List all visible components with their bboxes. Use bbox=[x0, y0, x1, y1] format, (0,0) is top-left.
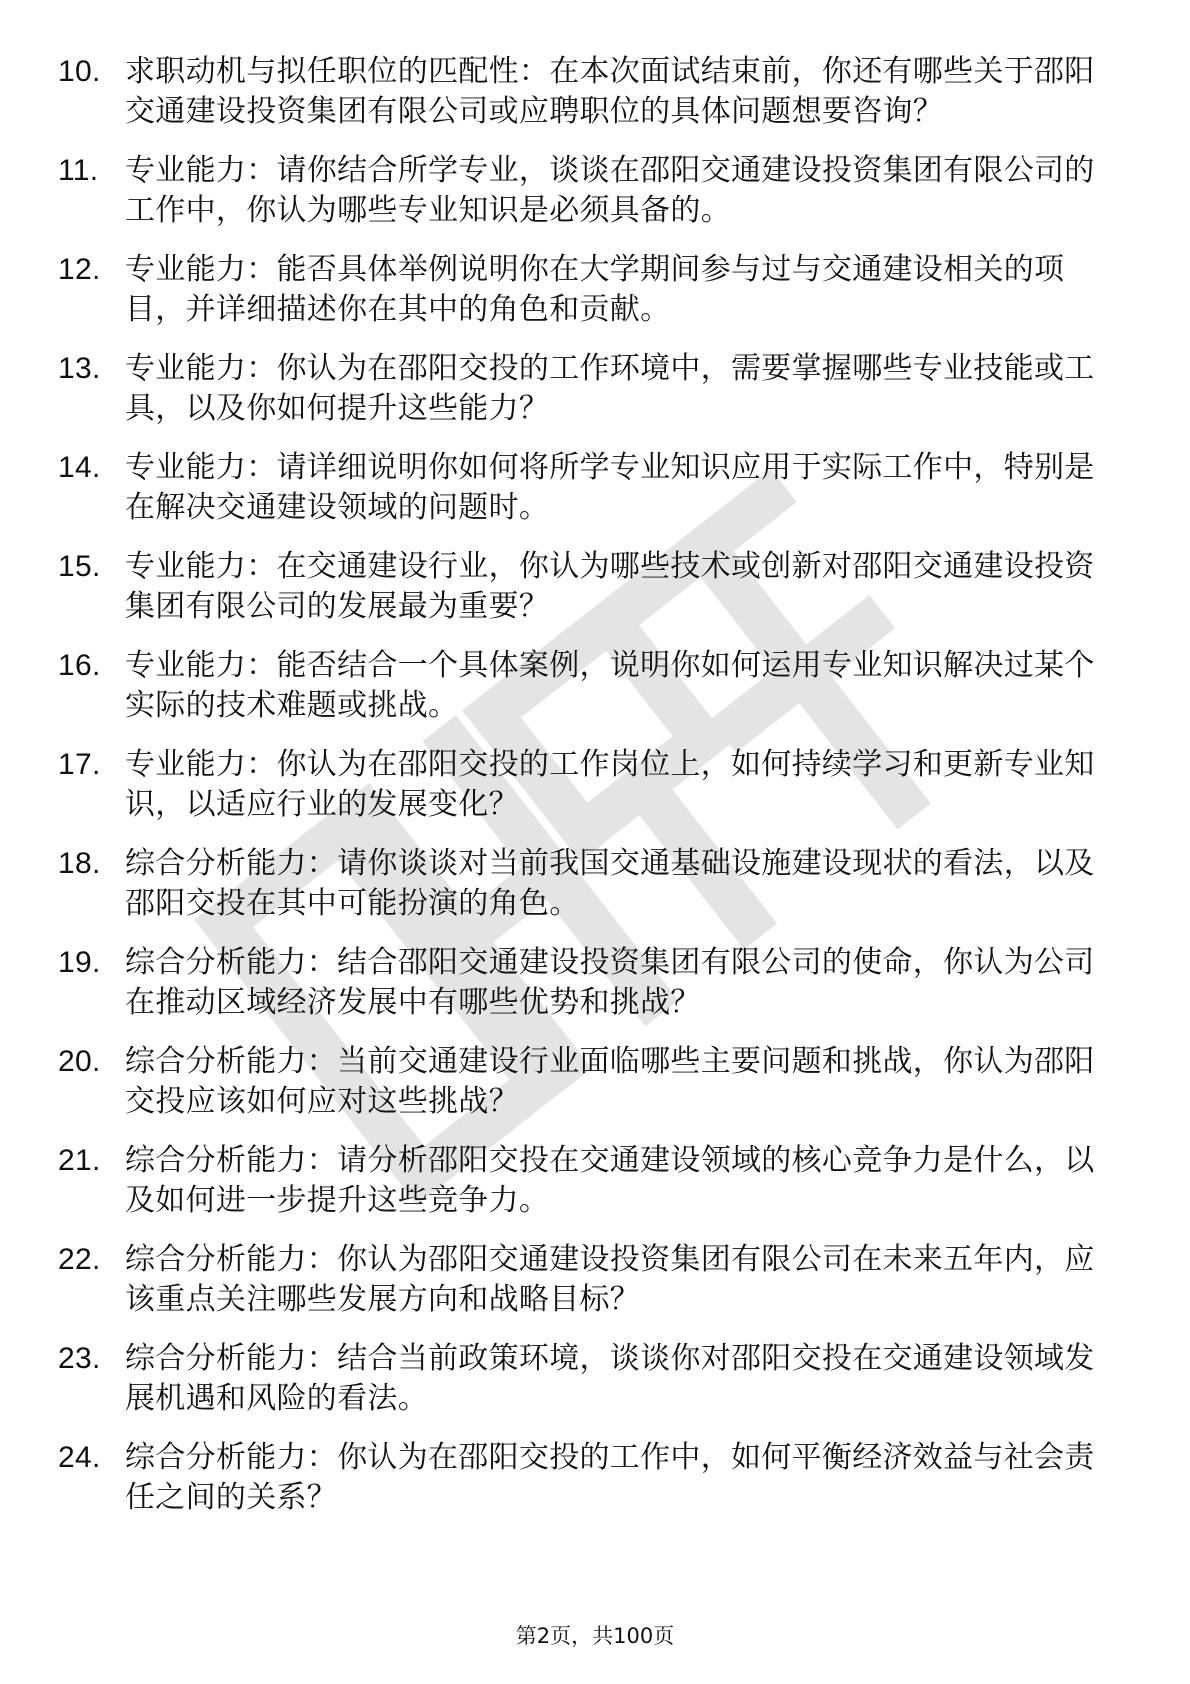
question-number: 13. bbox=[58, 352, 101, 385]
question-text: 综合分析能力：你认为在邵阳交投的工作中，如何平衡经济效益与社会责任之间的关系？ bbox=[125, 1440, 1095, 1515]
question-text: 专业能力：能否具体举例说明你在大学期间参与过与交通建设相关的项目，并详细描述你在其中的角色和贡献。 bbox=[125, 252, 1065, 327]
question-text: 综合分析能力：你认为邵阳交通建设投资集团有限公司在未来五年内，应该重点关注哪些发展方向和战略目标？ bbox=[125, 1242, 1095, 1317]
question-text: 综合分析能力：结合当前政策环境，谈谈你对邵阳交投在交通建设领域发展机遇和风险的看法。 bbox=[125, 1341, 1095, 1416]
question-text: 专业能力：你认为在邵阳交投的工作岗位上，如何持续学习和更新专业知识，以适应行业的发展变化？ bbox=[125, 747, 1095, 822]
question-text: 综合分析能力：结合邵阳交通建设投资集团有限公司的使命，你认为公司在推动区域经济发展中有哪些优势和挑战？ bbox=[125, 945, 1095, 1020]
question-text: 综合分析能力：请你谈谈对当前我国交通基础设施建设现状的看法，以及邵阳交投在其中可能扮演的角色。 bbox=[125, 846, 1095, 921]
question-item bbox=[58, 547, 1118, 627]
question-item bbox=[58, 1240, 1118, 1320]
question-number: 14. bbox=[58, 451, 101, 484]
question-number: 22. bbox=[58, 1243, 101, 1276]
question-number: 19. bbox=[58, 946, 101, 979]
question-number: 24. bbox=[58, 1441, 101, 1474]
question-item bbox=[58, 349, 1118, 429]
question-text: 专业能力：能否结合一个具体案例，说明你如何运用专业知识解决过某个实际的技术难题或挑战。 bbox=[125, 648, 1095, 723]
question-item bbox=[58, 151, 1118, 231]
question-item bbox=[58, 1042, 1118, 1122]
question-item bbox=[58, 844, 1118, 924]
question-text: 求职动机与拟任职位的匹配性：在本次面试结束前，你还有哪些关于邵阳交通建设投资集团有限公司或应聘职位的具体问题想要咨询？ bbox=[125, 54, 1095, 129]
question-number: 18. bbox=[58, 847, 101, 880]
question-list bbox=[58, 52, 1118, 1537]
question-number: 16. bbox=[58, 649, 101, 682]
page-footer: 第2页，共100页 bbox=[515, 1624, 675, 1648]
question-number: 20. bbox=[58, 1045, 101, 1078]
question-number: 11. bbox=[58, 154, 99, 187]
question-text: 专业能力：你认为在邵阳交投的工作环境中，需要掌握哪些专业技能或工具，以及你如何提升这些能力？ bbox=[125, 351, 1095, 426]
question-text: 专业能力：请详细说明你如何将所学专业知识应用于实际工作中，特别是在解决交通建设领域的问题时。 bbox=[125, 450, 1095, 525]
question-item bbox=[58, 1438, 1118, 1518]
question-number: 21. bbox=[58, 1144, 101, 1177]
question-item bbox=[58, 1141, 1118, 1221]
question-number: 12. bbox=[58, 253, 101, 286]
question-item bbox=[58, 745, 1118, 825]
question-number: 10. bbox=[58, 55, 101, 88]
question-item bbox=[58, 1339, 1118, 1419]
question-item bbox=[58, 646, 1118, 726]
question-text: 专业能力：在交通建设行业，你认为哪些技术或创新对邵阳交通建设投资集团有限公司的发展最为重要？ bbox=[125, 549, 1095, 624]
question-item bbox=[58, 943, 1118, 1023]
question-item bbox=[58, 250, 1118, 330]
question-text: 专业能力：请你结合所学专业，谈谈在邵阳交通建设投资集团有限公司的工作中，你认为哪些专业知识是必须具备的。 bbox=[125, 153, 1095, 228]
question-number: 23. bbox=[58, 1342, 101, 1375]
question-text: 综合分析能力：当前交通建设行业面临哪些主要问题和挑战，你认为邵阳交投应该如何应对这些挑战？ bbox=[125, 1044, 1095, 1119]
question-item bbox=[58, 448, 1118, 528]
question-item bbox=[58, 52, 1118, 132]
question-number: 15. bbox=[58, 550, 101, 583]
question-text: 综合分析能力：请分析邵阳交投在交通建设领域的核心竞争力是什么，以及如何进一步提升这些竞争力。 bbox=[125, 1143, 1095, 1218]
question-number: 17. bbox=[58, 748, 101, 781]
